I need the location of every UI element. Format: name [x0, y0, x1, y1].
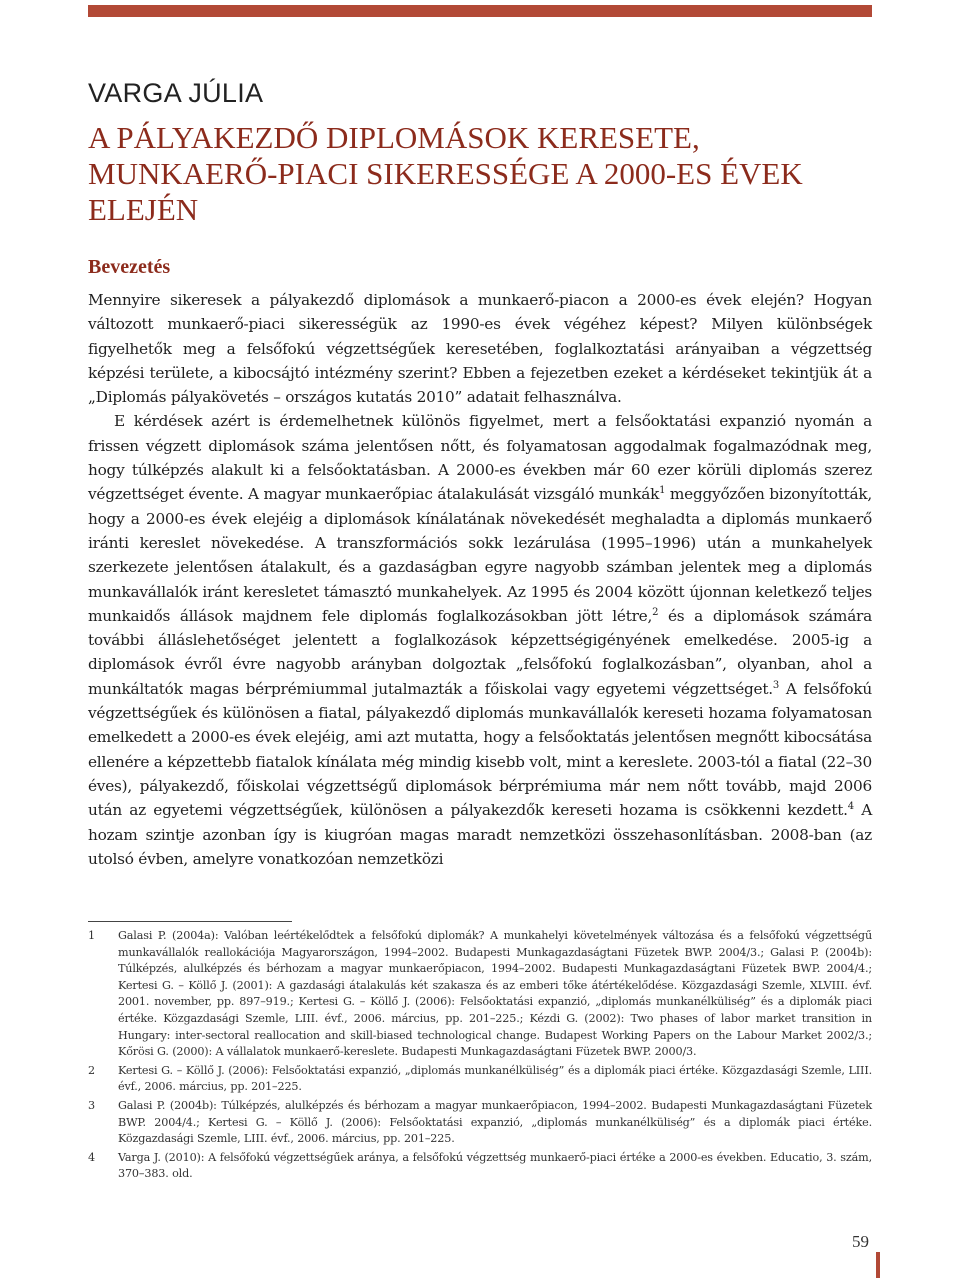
footnote-number: 4	[88, 1150, 95, 1164]
footnote-number: 3	[88, 1098, 95, 1112]
body-text	[88, 288, 872, 871]
footnote-text: Kertesi G. – Köllő J. (2006): Felsőoktatási expanzió, „diplomás munkanélküliség” és a diplomák piaci értéke. Közgazdasági Szemle, LIII. évf., 2006. március, pp. 201–225.	[118, 1063, 872, 1094]
footnote-item	[88, 1150, 872, 1183]
footnote-number: 2	[88, 1063, 95, 1077]
footnote-text: Varga J. (2010): A felsőfokú végzettségűek aránya, a felsőfokú végzettség munkaerő-piaci értéke a 2000-es években. Educatio, 3. szám, 370–383. old.	[118, 1150, 872, 1181]
paragraph-2-part-e: A hozam szintje azonban így is kiugróan magas maradt nemzetközi összehasonlításban. 2008-ban (az utolsó évben, amelyre vonatkozóan nemzetközi	[88, 801, 872, 868]
paragraph-1: Mennyire sikeresek a pályakezdő diplomások a munkaerő-piacon a 2000-es évek elején? Hogyan változott munkaerő-piaci sikerességük az 1990-es évek végéhez képest? Milyen különbségek figyelhetők meg a felsőfokú végzettségűek keresetében, foglalkoztatási arányaiban a végzettség képzési területe, a kibocsájtó intézmény szerint? Ebben a fejezetben ezeket a kérdéseket tekintjük át a „Diplomás pályakövetés – országos kutatás 2010” adatait felhasználva.	[88, 291, 872, 407]
paragraph-2-part-a: E kérdések azért is érdemelhetnek különös figyelmet, mert a felsőoktatási expanzió nyomán a frissen végzett diplomások száma jelentősen nőtt, és folyamatosan aggodalmak fogalmazódnak meg, hogy túlképzés alakult ki a felsőoktatásban. A 2000-es években már 60 ezer körüli diplomás szerez végzettséget évente. A magyar munkaerőpiac átalakulását vizsgáló munkák	[88, 412, 872, 504]
paragraph-2-part-d: A felsőfokú végzettségűek és különösen a fiatal, pályakezdő diplomás munkavállalók kereseti hozama folyamatosan emelkedett a 2000-es évek elejéig, ami azt mutatta, hogy a felsőoktatás jelentősen megnőtt kibocsátása ellenére a képzettebb fiatalok kínálata még mindig kisebb volt, mint a kereslete. 2003-tól a fiatal (22–30 éves), pályakezdő, főiskolai végzettségű diplomások bérprémiuma már nem nőtt tovább, majd 2006 után az egyetemi végzettségűek, különösen a pályakezdők kereseti hozama is csökkenni kezdett.	[88, 679, 872, 820]
footnote-text: Galasi P. (2004a): Valóban leértékelődtek a felsőfokú diplomák? A munkahelyi követelmények változása és a felsőfokú végzettségű munkavállalók reallokációja Magyarországon, 1994–2002. Budapesti Munkagazdaságtani Füzetek BWP. 2004/3.; Galasi P. (2004b): Túlképzés, alulképzés és bérhozam a magyar munkaerőpiacon, 1994–2002. Budapesti Munkagazdaságtani Füzetek BWP. 2004/4.; Kertesi G. – Köllő J. (2001): A gazdasági átalakulás két szakasza és az emberi tőke átértékelődése. Közgazdasági Szemle, XLVIII. évf. 2001. november, pp. 897–919.; Kertesi G. – Köllő J. (2006): Felsőoktatási expanzió, „diplomás munkanélküliség” és a diplomák piaci értéke. Közgazdasági Szemle, LIII. évf., 2006. március, pp. 201–225.; Kézdi G. (2002): Two phases of labor market transition in Hungary: inter-sectoral reallocation and skill-biased technological change. Budapest Working Papers on the Labour Market 2002/3.; Kőrösi G. (2000): A vállalatok munkaerő-kereslete. Budapesti Munkagazdaságtani Füzetek BWP. 2000/3.	[118, 929, 872, 1059]
footnote-divider	[88, 921, 292, 922]
top-accent-bar	[88, 5, 872, 17]
footnotes	[88, 928, 872, 1185]
footnote-item	[88, 1063, 872, 1096]
footnote-number: 1	[88, 929, 95, 942]
footnote-item	[88, 1098, 872, 1148]
chapter-title: A PÁLYAKEZDŐ DIPLOMÁSOK KERESETE, MUNKAERŐ-PIACI SIKERESSÉGE A 2000-ES ÉVEK ELEJÉN	[88, 120, 803, 227]
author-name: VARGA JÚLIA	[88, 78, 264, 108]
footnote-ref-1[interactable]: 1	[659, 485, 666, 497]
footnote-item	[88, 928, 872, 1061]
footnote-ref-4[interactable]: 4	[847, 801, 854, 813]
section-heading: Bevezetés	[88, 256, 171, 278]
paragraph-2	[88, 409, 872, 871]
page-number: 59	[852, 1232, 869, 1251]
paragraph-2-part-c: és a diplomások számára további álláslehetőséget jelentett a foglalkozások képzettségigényének emelkedése. 2005-ig a diplomások évről évre nagyobb arányban dolgoztak „felsőfokú foglalkozásban”, olyanban, ahol a munkáltatók magas bérprémiummal jutalmazták a főiskolai vagy egyetemi végzettséget.	[88, 606, 872, 698]
footnote-ref-3[interactable]: 3	[772, 679, 779, 691]
bottom-accent-bar	[876, 1252, 880, 1278]
footnote-ref-2[interactable]: 2	[652, 606, 659, 618]
footnote-text: Galasi P. (2004b): Túlképzés, alulképzés és bérhozam a magyar munkaerőpiacon, 1994–2002. Budapesti Munkagazdaságtani Füzetek BWP. 2004/4.; Kertesi G. – Köllő J. (2006): Felsőoktatási expanzió, „diplomás munkanélküliség” és a diplomák piaci értéke. Közgazdasági Szemle, LIII. évf., 2006. március, pp. 201–225.	[118, 1098, 872, 1146]
paragraph-2-part-b: meggyőzően bizonyították, hogy a 2000-es évek elejéig a diplomások kínálatának növekedését meghaladta a diplomás munkaerő iránti kereslet növekedése. A transzformációs sokk lezárulása (1995–1996) után a munkahelyek szerkezete jelentősen átalakult, és a gazdaságban egyre nagyobb számban jelentek meg a diplomás munkavállalók iránt keresletet támasztó munkahelyek. Az 1995 és 2004 között újonnan keletkező teljes munkaidős állások majdnem fele diplomás foglalkozásokban jött létre,	[88, 485, 872, 625]
